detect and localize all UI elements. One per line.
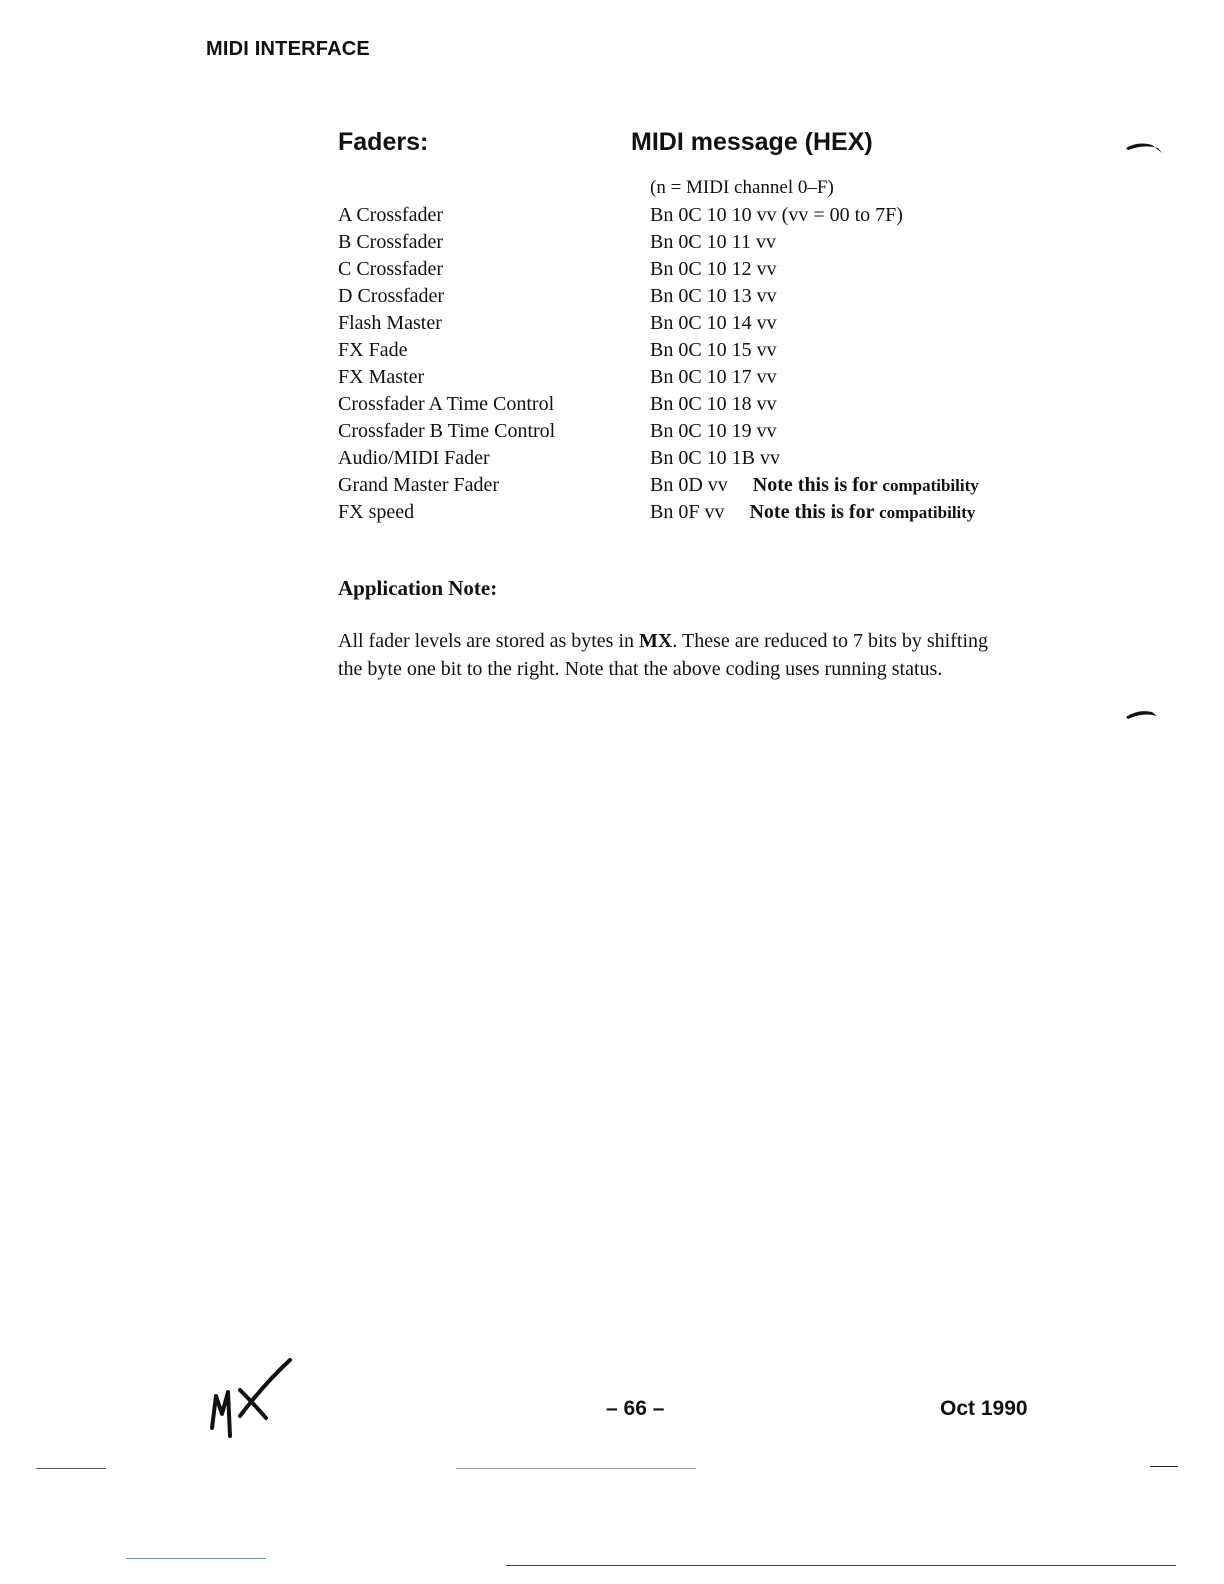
page-header: MIDI INTERFACE [206,38,370,60]
faders-heading: Faders: [338,128,429,156]
fader-name: Grand Master Fader [338,474,500,496]
application-note-body [338,627,1058,683]
table-row [338,258,1058,285]
midi-message: Bn 0C 10 17 vv [650,366,777,388]
fader-name: A Crossfader [338,204,443,226]
fader-name: Audio/MIDI Fader [338,447,490,469]
midi-message [650,474,979,497]
midi-message: Bn 0C 10 14 vv [650,312,777,334]
fader-name: Flash Master [338,312,442,334]
midi-message-code: Bn 0D vv [650,474,728,496]
scan-artifact [506,1565,1176,1566]
table-row [338,366,1058,393]
note-text: . These are reduced to 7 bits by shifting [672,630,989,652]
note-small-text: compatibility [882,476,979,495]
table-row [338,339,1058,366]
fader-name: FX Master [338,366,425,388]
table-row [338,231,1058,258]
note-text: All fader levels are stored as bytes in [338,630,640,652]
midi-message: Bn 0C 10 19 vv [650,420,777,442]
midi-message-heading: MIDI message (HEX) [631,128,873,156]
midi-message [650,501,975,524]
footer-date: Oct 1990 [940,1397,1028,1420]
midi-message: Bn 0C 10 15 vv [650,339,777,361]
table-row [338,420,1058,447]
compatibility-note [749,501,975,523]
table-row [338,285,1058,312]
fader-name: D Crossfader [338,285,445,307]
application-note-title: Application Note: [338,576,498,600]
fader-name: B Crossfader [338,231,443,253]
scan-artifact [1150,1466,1178,1467]
fader-name: FX Fade [338,339,408,361]
channel-note: (n = MIDI channel 0–F) [650,177,834,198]
note-bold-text: MX [639,630,673,652]
note-text: Note this is for [752,474,878,496]
mx-logo [204,1356,300,1442]
compatibility-note [753,474,979,496]
fader-name: Crossfader B Time Control [338,420,556,442]
table-row [338,501,1058,528]
note-small-text: compatibility [879,503,976,522]
page-number: – 66 – [606,1397,665,1420]
margin-mark-icon [1124,140,1164,154]
midi-message: Bn 0C 10 18 vv [650,393,777,415]
midi-message: Bn 0C 10 10 vv (vv = 00 to 7F) [650,204,903,226]
fader-name: Crossfader A Time Control [338,393,555,415]
table-row [338,393,1058,420]
table-row [338,312,1058,339]
midi-message: Bn 0C 10 11 vv [650,231,776,253]
application-note-line-2: the byte one bit to the right. Note that the above coding uses running status. [338,658,943,680]
application-note-line-1 [338,627,1058,655]
fader-name: C Crossfader [338,258,443,280]
margin-mark-icon [1124,708,1164,722]
table-row [338,447,1058,474]
fader-table [338,204,1058,528]
midi-message-code: Bn 0F vv [650,501,725,523]
midi-message: Bn 0C 10 13 vv [650,285,777,307]
note-text: Note this is for [749,501,875,523]
scan-artifact [456,1468,696,1469]
table-row [338,204,1058,231]
table-row [338,474,1058,501]
fader-name: FX speed [338,501,415,523]
scan-artifact [36,1468,106,1469]
midi-message: Bn 0C 10 12 vv [650,258,777,280]
scan-artifact [126,1558,266,1559]
midi-message: Bn 0C 10 1B vv [650,447,781,469]
